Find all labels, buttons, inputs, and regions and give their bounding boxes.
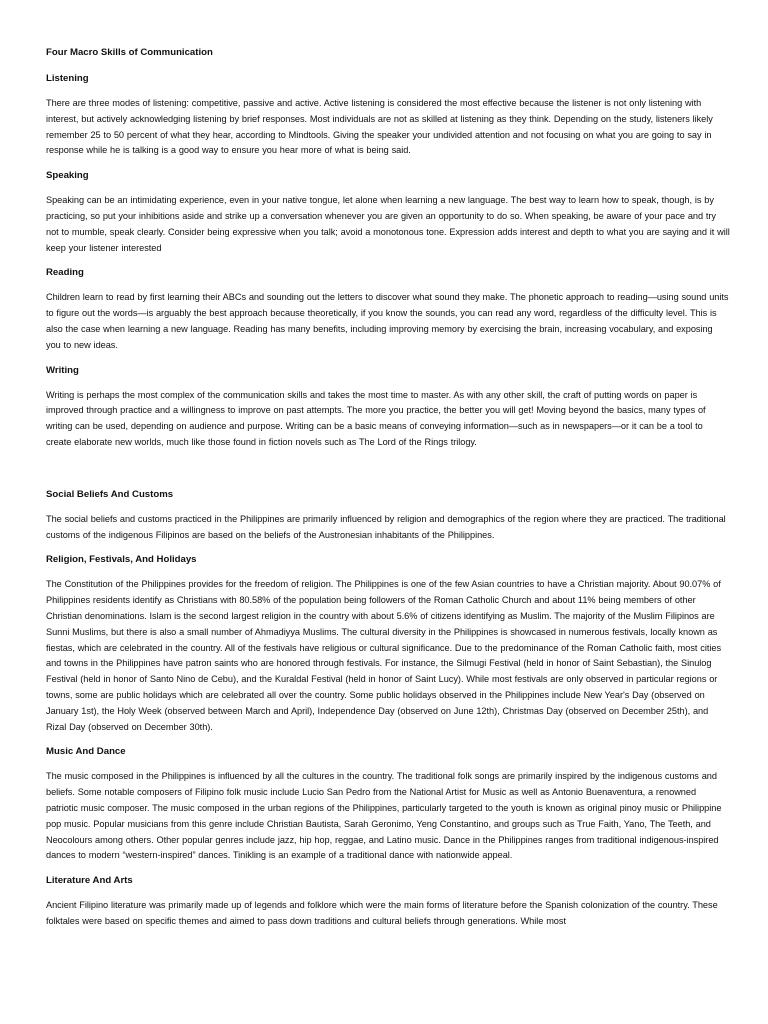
heading-music-dance: Music And Dance [46,746,126,758]
document-page [46,45,730,939]
heading-listening: Listening [46,73,89,84]
paragraph-religion-festivals-holidays: The Constitution of the Philippines provides for the freedom of religion. The Philippines is one of the few Asian countries to have a Christian majority. About 90.07% of Philippines residents identify as Christians with 80.58% of the population being followers of the Roman Catholic Church and about 11% being members of other Christian denominations. Islam is the second largest religion in the country with about 5.6% of citizens identifying as Muslim. The majority of the Muslim Filipinos are Sunni Muslims, but there is also a small number of Ahmadiyya Muslims. The cultural diversity in the Philippines is showcased in numerous festivals, locally known as fiestas, which are celebrated in the country. All of the festivals have religious or cultural significance. Due to the predominance of the Roman Catholic faith, most cities and towns in the Philippines have patron saints who are honored through festivals. For instance, the Silmugi Festival (held in honor of Saint Sebastian), the Sinulog Festival (held in honor of Santo Nino de Cebu), and the Kuraldal Festival (held in honor of Saint Lucy). While most festivals are only observed in particular regions or towns, some are public holidays which are celebrated all over the country. Some public holidays observed in the Philippines include New Year's Day (observed on January 1st), the Holy Week (observed between March and April), Independence Day (observed on June 12th), Christmas Day (observed on December 25th), and Rizal Day (observed on December 30th). [46,579,722,732]
paragraph-writing: Writing is perhaps the most complex of the communication skills and takes the most time to master. As with any other skill, the craft of putting words on paper is improved through practice and a willingness to improve on past attempts. The more you practice, the better you will get! Moving beyond the basics, many types of writing can be used, depending on audience and purpose. Writing can be a basic means of conveying information—such as in newspapers—or it can be a tool to create elaborate new worlds, much like those found in fiction novels such as The Lord of the Rings trilogy. [46,389,706,447]
paragraph-reading: Children learn to read by first learning their ABCs and sounding out the letters to discover what sound they make. The phonetic approach to reading—using sound units to figure out the words—is arguably the best approach because theoretically, if you know the sounds, you can read any word, regardless of the difficulty level. This is also the case when learning a new language. Reading has many benefits, including improving memory by exercising the brain, increasing vocabulary, and exposing you to new ideas. [46,292,729,350]
heading-social-beliefs: Social Beliefs And Customs [46,488,174,500]
paragraph-music-dance: The music composed in the Philippines is influenced by all the cultures in the country. The traditional folk songs are primarily inspired by the indigenous customs and beliefs. Some notable composers of Filipino folk music include Lucio San Pedro from the National Artist for Music as well as Antonio Buenaventura, a renowned patriotic music composer. The music composed in the urban regions of the Philippines, particularly targeted to the youth is known as original pinoy music or Philippine pop music. Popular musicians from this genre include Christian Bautista, Sarah Geronimo, Yeng Constantino, and groups such as True Faith, Yano, The Teeth, and Neocolours among others. Other popular genres include jazz, hip hop, reggae, and Latino music. Dance in the Philippines ranges from traditional indigenous-inspired dances to modern “western-inspired” dances. Tinikling is an example of a traditional dance with nationwide appeal. [46,771,722,861]
heading-reading: Reading [46,267,84,279]
heading-religion-festivals-holidays: Religion, Festivals, And Holidays [46,554,197,566]
heading-writing: Writing [46,364,79,376]
paragraph-social-beliefs: The social beliefs and customs practiced in the Philippines are primarily influenced by religion and demographics of the region where they are practiced. The traditional customs of the indigenous Filipinos are based on the beliefs of the Austronesian inhabitants of the Philippines. [46,513,726,540]
paragraph-listening: There are three modes of listening: competitive, passive and active. Active listening is considered the most effective because the listener is not only listening with interest, but actively acknowledging listening by brief responses. Most individuals are not as skilled at listening as they think. Depending on the study, listeners likely remember 25 to 50 percent of what they hear, according to Mindtools. Giving the speaker your undivided attention and not focusing on what you are going to say in response while he is talking is a good way to ensure you hear more of what is being said. [46,98,713,156]
document-title: Four Macro Skills of Communication [46,47,213,58]
paragraph-literature-arts: Ancient Filipino literature was primarily made up of legends and folklore which were the main forms of literature before the Spanish colonization of the country. These folktales were based on specific themes and aimed to pass down traditions and cultural beliefs through generations. While most [46,900,718,926]
heading-literature-arts: Literature And Arts [46,875,133,887]
paragraph-speaking: Speaking can be an intimidating experience, even in your native tongue, let alone when learning a new language. The best way to learn how to speak, though, is by practicing, so put your inhibitions aside and strike up a conversation whenever you are given an opportunity to do so. When speaking, be aware of your pace and try not to mumble, speak clearly. Consider being expressive when you talk; avoid a monotonous tone. Expression adds interest and depth to what you are saying and it will keep your listener interested [46,195,730,253]
section-spacer [46,460,730,487]
heading-speaking: Speaking [46,170,89,182]
